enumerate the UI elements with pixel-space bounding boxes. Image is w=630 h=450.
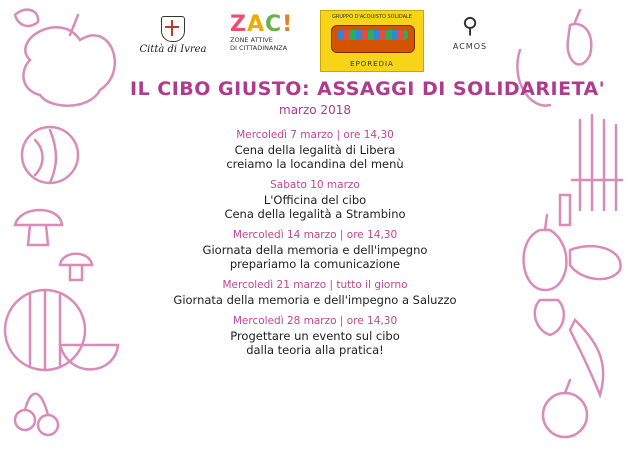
left-vegetable-illustrations: [0, 0, 130, 446]
onion-icon: [22, 127, 78, 183]
leaf-icon: [15, 10, 38, 26]
apple-icon: [23, 15, 114, 106]
gas-bottom-text: EPOREDIA: [350, 60, 394, 68]
watermelon-icon: [5, 290, 85, 370]
truck-icon: [331, 25, 415, 53]
event-date: Mercoledì 7 marzo | ore 14,30: [236, 129, 394, 141]
zac-wordmark: ZAC!: [230, 12, 294, 37]
event-line: prepariamo la comunicazione: [229, 257, 401, 271]
right-vegetable-illustrations: [500, 0, 630, 446]
event-list: [130, 128, 500, 364]
acmos-name: ACMOS: [452, 42, 488, 51]
apple-bottom-icon: [543, 380, 587, 437]
event-item: [130, 228, 500, 271]
strawberry-icon: [535, 300, 564, 335]
acmos-logo: [448, 12, 492, 51]
zac-logo: [230, 14, 300, 52]
event-date: Mercoledì 14 marzo | ore 14,30: [232, 229, 398, 241]
crest-icon: [161, 16, 185, 42]
cherries-icon: [15, 394, 58, 435]
event-date: Mercoledì 28 marzo | ore 14,30: [232, 315, 398, 327]
event-item: [130, 128, 500, 171]
event-line: Giornata della memoria e dell'impegno a Saluzzo: [173, 293, 457, 307]
event-date: Sabato 10 marzo: [270, 179, 360, 191]
asparagus-icon: [572, 115, 622, 210]
event-item: [130, 314, 500, 357]
zac-subtitle-2: DI CITTADINANZA: [230, 44, 288, 52]
watermelon-slice-icon: [60, 345, 118, 369]
page-subtitle: marzo 2018: [279, 103, 351, 117]
event-line: Progettare un evento sul cibo: [230, 329, 400, 343]
event-date: Mercoledì 21 marzo | tutto il giorno: [222, 279, 408, 291]
event-line: creiamo la locandina del menù: [226, 157, 404, 171]
event-line: L'Officina del cibo: [263, 193, 367, 207]
event-item: [130, 178, 500, 221]
zac-subtitle-1: ZONE ATTIVE: [230, 36, 273, 44]
mushroom-small-icon: [60, 254, 92, 280]
banana-icon: [570, 320, 603, 395]
tomato-icon: [570, 246, 621, 279]
mushroom-icon: [15, 210, 62, 245]
partner-logos: [130, 10, 500, 74]
event-line: dalla teoria alla pratica!: [246, 343, 384, 357]
event-line: Cena della legalità di Libera: [234, 143, 396, 157]
event-item: [130, 278, 500, 307]
gas-logo: [320, 10, 424, 72]
citta-di-ivrea-logo: [138, 16, 208, 55]
page-title: IL CIBO GIUSTO: ASSAGGI DI SOLIDARIETA': [130, 78, 606, 100]
event-line: Giornata della memoria e dell'impegno: [202, 243, 428, 257]
event-line: Cena della legalità a Strambino: [224, 207, 406, 221]
pepper-icon: [568, 10, 592, 64]
bottle-icon: [560, 195, 570, 225]
acmos-figure-icon: ⚲: [461, 14, 479, 39]
gas-top-text: GRUPPO D'ACQUISTO SOLIDALE: [332, 14, 412, 20]
ivrea-name: Città di Ivrea: [139, 44, 207, 55]
